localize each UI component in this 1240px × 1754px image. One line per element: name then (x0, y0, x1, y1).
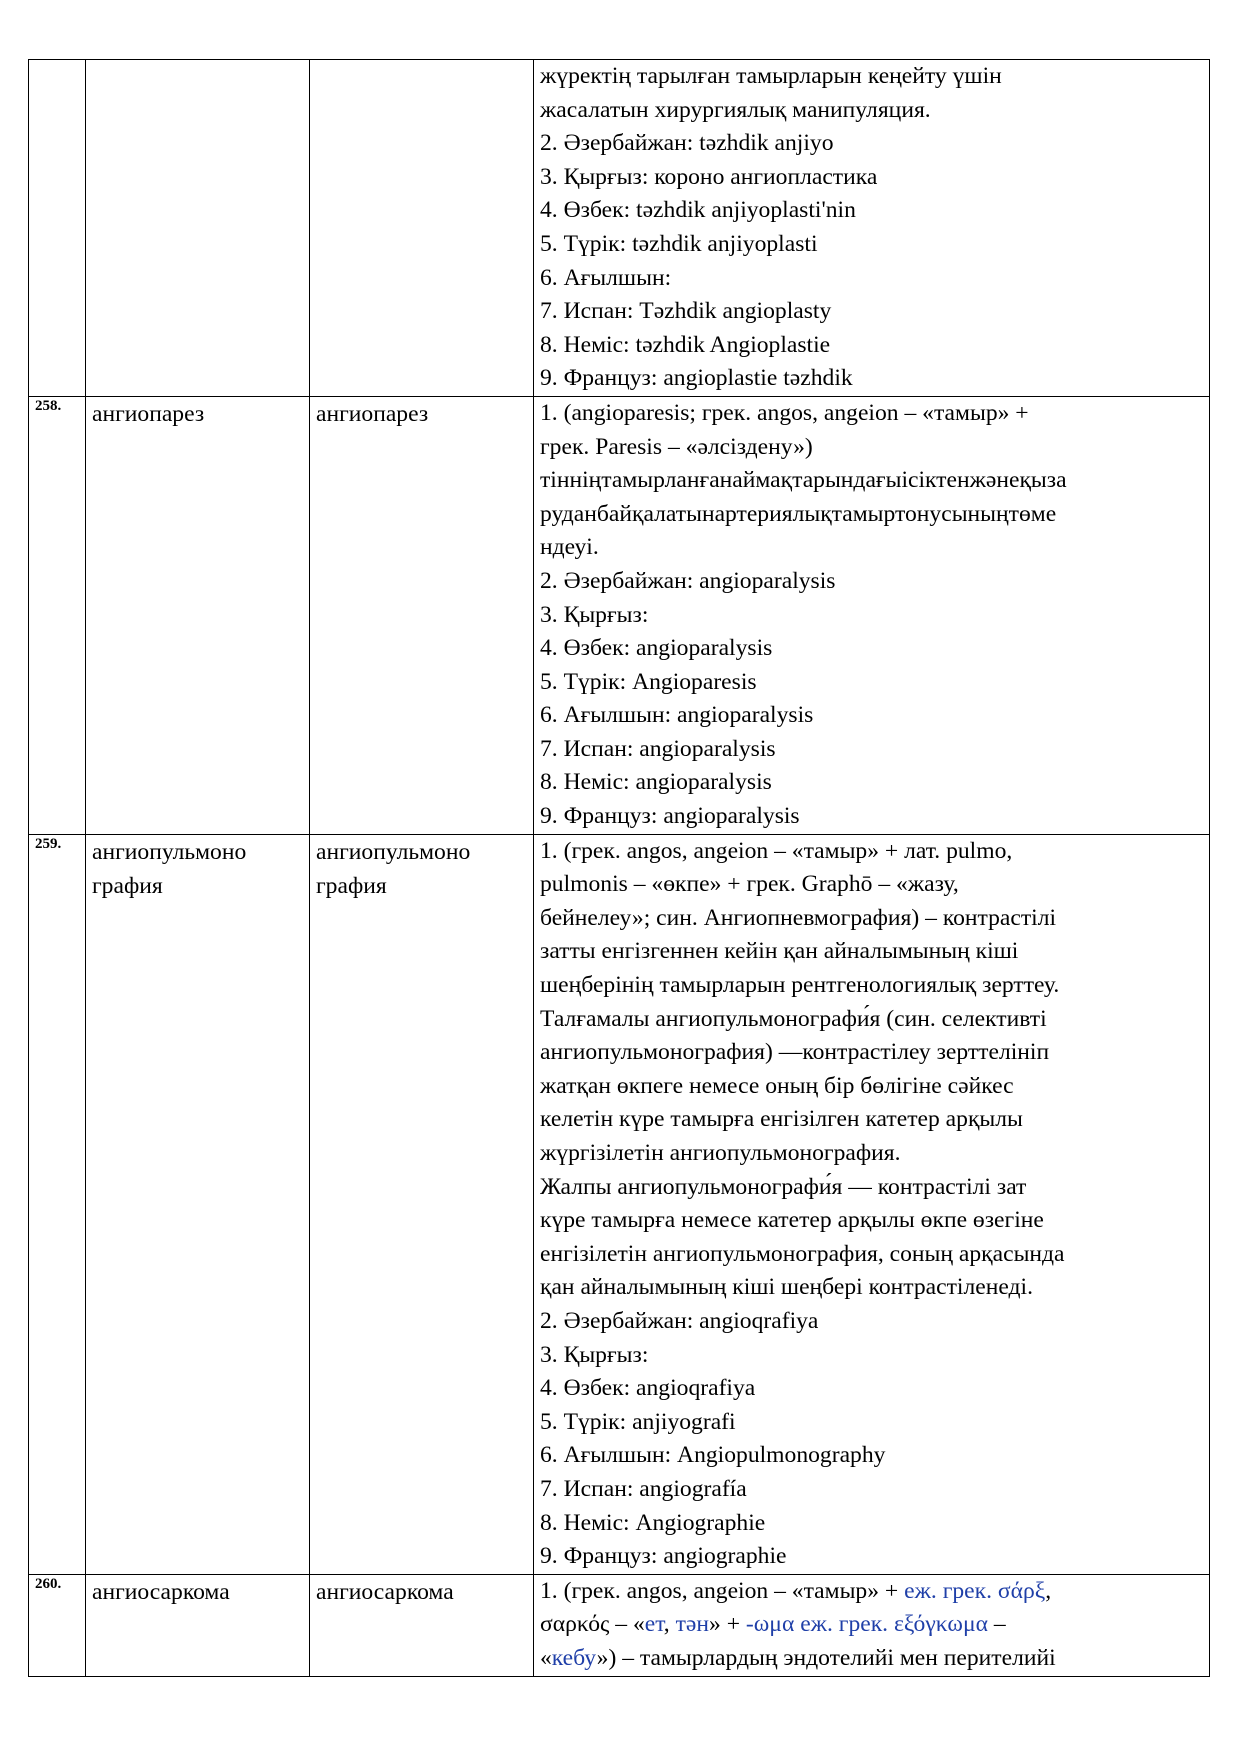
row-number-cell: 258. (29, 396, 86, 834)
definition-text: , (663, 1611, 676, 1638)
term-kazakh-cell: ангиопарез (86, 396, 310, 834)
term-russian-cell (310, 60, 534, 397)
definition-line: 9. Француз: angioparalysis (540, 803, 800, 830)
definition-line: жүргізілетін ангиопульмонография. (540, 1140, 901, 1166)
definition-text: ») – тамырлардың эндотелийі мен перителийі (596, 1644, 1056, 1671)
definition-line: жатқан өкпеге немесе оның бір бөлігіне сәйкес (540, 1072, 1014, 1099)
definition-line: 5. Түрік: anjiyografi (540, 1408, 736, 1435)
definition-line: 7. Испан: angioparalysis (540, 735, 776, 762)
definition-line: Талғамалы ангиопульмонографи́я (син. селективті (540, 1005, 1047, 1032)
definition-cell (534, 834, 1210, 1574)
row-number-cell: 259. (29, 834, 86, 1574)
definition-text: бейнелеу»; син. Ангиопневмография) – контрастілі (540, 904, 1057, 931)
definition-cell (534, 396, 1210, 834)
table-row (29, 60, 1210, 397)
definition-line (540, 1608, 1203, 1642)
etymology-link: еж. грек. σάρξ (904, 1577, 1046, 1604)
definition-line: 7. Испан: angiografía (540, 1475, 747, 1502)
definition-line: 2. Әзербайжан: təzhdik anjiyo (540, 130, 834, 157)
definition-line: қан айналымының кіші шеңбері контрастіленеді. (540, 1274, 1033, 1301)
definition-line: pulmonis – «өкпе» + грек. Graphō – «жазу, (540, 871, 959, 898)
definition-line: затты енгізгеннен кейін қан айналымының кіші (540, 938, 1019, 965)
term-kazakh-cell: ангиосаркома (86, 1574, 310, 1676)
definition-text: » + (709, 1611, 746, 1638)
etymology-link: тән (675, 1611, 709, 1638)
definition-line: 1. (грек. angos, angeion – «тамыр» + лат. pulmo, (540, 837, 1013, 864)
definition-line: 8. Неміс: təzhdik Angioplastie (540, 331, 831, 358)
definition-text: « (540, 1644, 552, 1671)
definition-line (540, 1575, 1203, 1609)
etymology-link: кебу (551, 1644, 597, 1671)
definition-line: келетін күре тамырға енгізілген катетер арқылы (540, 1106, 1023, 1133)
etymology-link: ет (644, 1611, 664, 1638)
definition-line: 7. Испан: Təzhdik angioplasty (540, 298, 832, 325)
definition-line: 5. Түрік: Angioparesis (540, 668, 757, 695)
definition-line: 4. Өзбек: təzhdik anjiyoplasti'nin (540, 197, 856, 224)
definition-line: күре тамырға немесе катетер арқылы өкпе өзегіне (540, 1207, 1044, 1234)
definition-line: шеңберінің тамырларын рентгенологиялық зерттеу. (540, 972, 1060, 999)
definition-line: 1. (angioparesis; грек. angos, angeion – «тамыр» + (540, 399, 1029, 426)
definition-line: 6. Ағылшын: (540, 264, 672, 291)
definition-line: 5. Түрік: təzhdik anjiyoplasti (540, 230, 818, 257)
definition-line: 6. Ағылшын: angioparalysis (540, 702, 814, 729)
definition-line: 3. Қырғыз: (540, 1341, 649, 1368)
definition-line: 3. Қырғыз: (540, 601, 649, 628)
definition-line: жүректің тарылған тамырларын кеңейту үшін (540, 63, 1002, 89)
definition-line: 9. Француз: angioplastie təzhdik (540, 365, 853, 392)
definition-line: 8. Неміс: angioparalysis (540, 769, 772, 796)
definition-line: 3. Қырғыз: короно ангиопластика (540, 163, 878, 190)
terminology-table (28, 59, 1210, 1677)
term-russian-cell: ангиосаркома (310, 1574, 534, 1676)
term-kazakh-cell: ангиопульмоно графия (86, 834, 310, 1574)
definition-line: 4. Өзбек: angioqrafiya (540, 1375, 756, 1402)
term-kazakh-cell (86, 60, 310, 397)
definition-text: – (987, 1611, 1006, 1638)
definition-cell (534, 60, 1210, 397)
definition-line: ангиопульмонография) —контрастілеу зерттелініп (540, 1039, 1050, 1066)
definition-line: грек. Paresis – «әлсіздену») (540, 433, 813, 460)
definition-line: 8. Неміс: Angiographie (540, 1509, 766, 1536)
definition-line: Жалпы ангиопульмонографи́я — контрастілі зат (540, 1173, 1027, 1200)
definition-line: 2. Әзербайжан: angioparalysis (540, 567, 836, 594)
definition-text: σαρκός – « (540, 1611, 645, 1638)
definition-line: 9. Француз: angiographie (540, 1543, 787, 1570)
table-row (29, 396, 1210, 834)
definition-line: 4. Өзбек: angioparalysis (540, 635, 773, 662)
definition-line: тіннiңтамырланғанаймақтарындағыiсiктенжәнеқыза (540, 467, 1067, 494)
definition-line (540, 902, 1203, 936)
definition-line: руданбайқалатынартериялықтамыртонусыныңтөме (540, 500, 1057, 527)
definition-line: жасалатын хирургиялық манипуляция. (540, 96, 931, 123)
term-russian-cell: ангиопульмоно графия (310, 834, 534, 1574)
definition-line: ндеуi. (540, 534, 599, 561)
row-number-cell (29, 60, 86, 397)
definition-line: 6. Ағылшын: Angiopulmonography (540, 1442, 886, 1469)
table-row (29, 1574, 1210, 1676)
etymology-link: -ωμα еж. грек. εξόγκωμα (745, 1611, 988, 1638)
table-row (29, 834, 1210, 1574)
row-number-cell: 260. (29, 1574, 86, 1676)
definition-text: , (1045, 1577, 1052, 1604)
definition-line: 2. Әзербайжан: angioqrafiya (540, 1307, 819, 1334)
term-russian-cell: ангиопарез (310, 396, 534, 834)
definition-text: 1. (грек. angos, angeion – «тамыр» + (540, 1577, 905, 1604)
definition-cell (534, 1574, 1210, 1676)
definition-line (540, 1642, 1203, 1676)
definition-line: енгізілетін ангиопульмонография, соның арқасында (540, 1240, 1065, 1267)
